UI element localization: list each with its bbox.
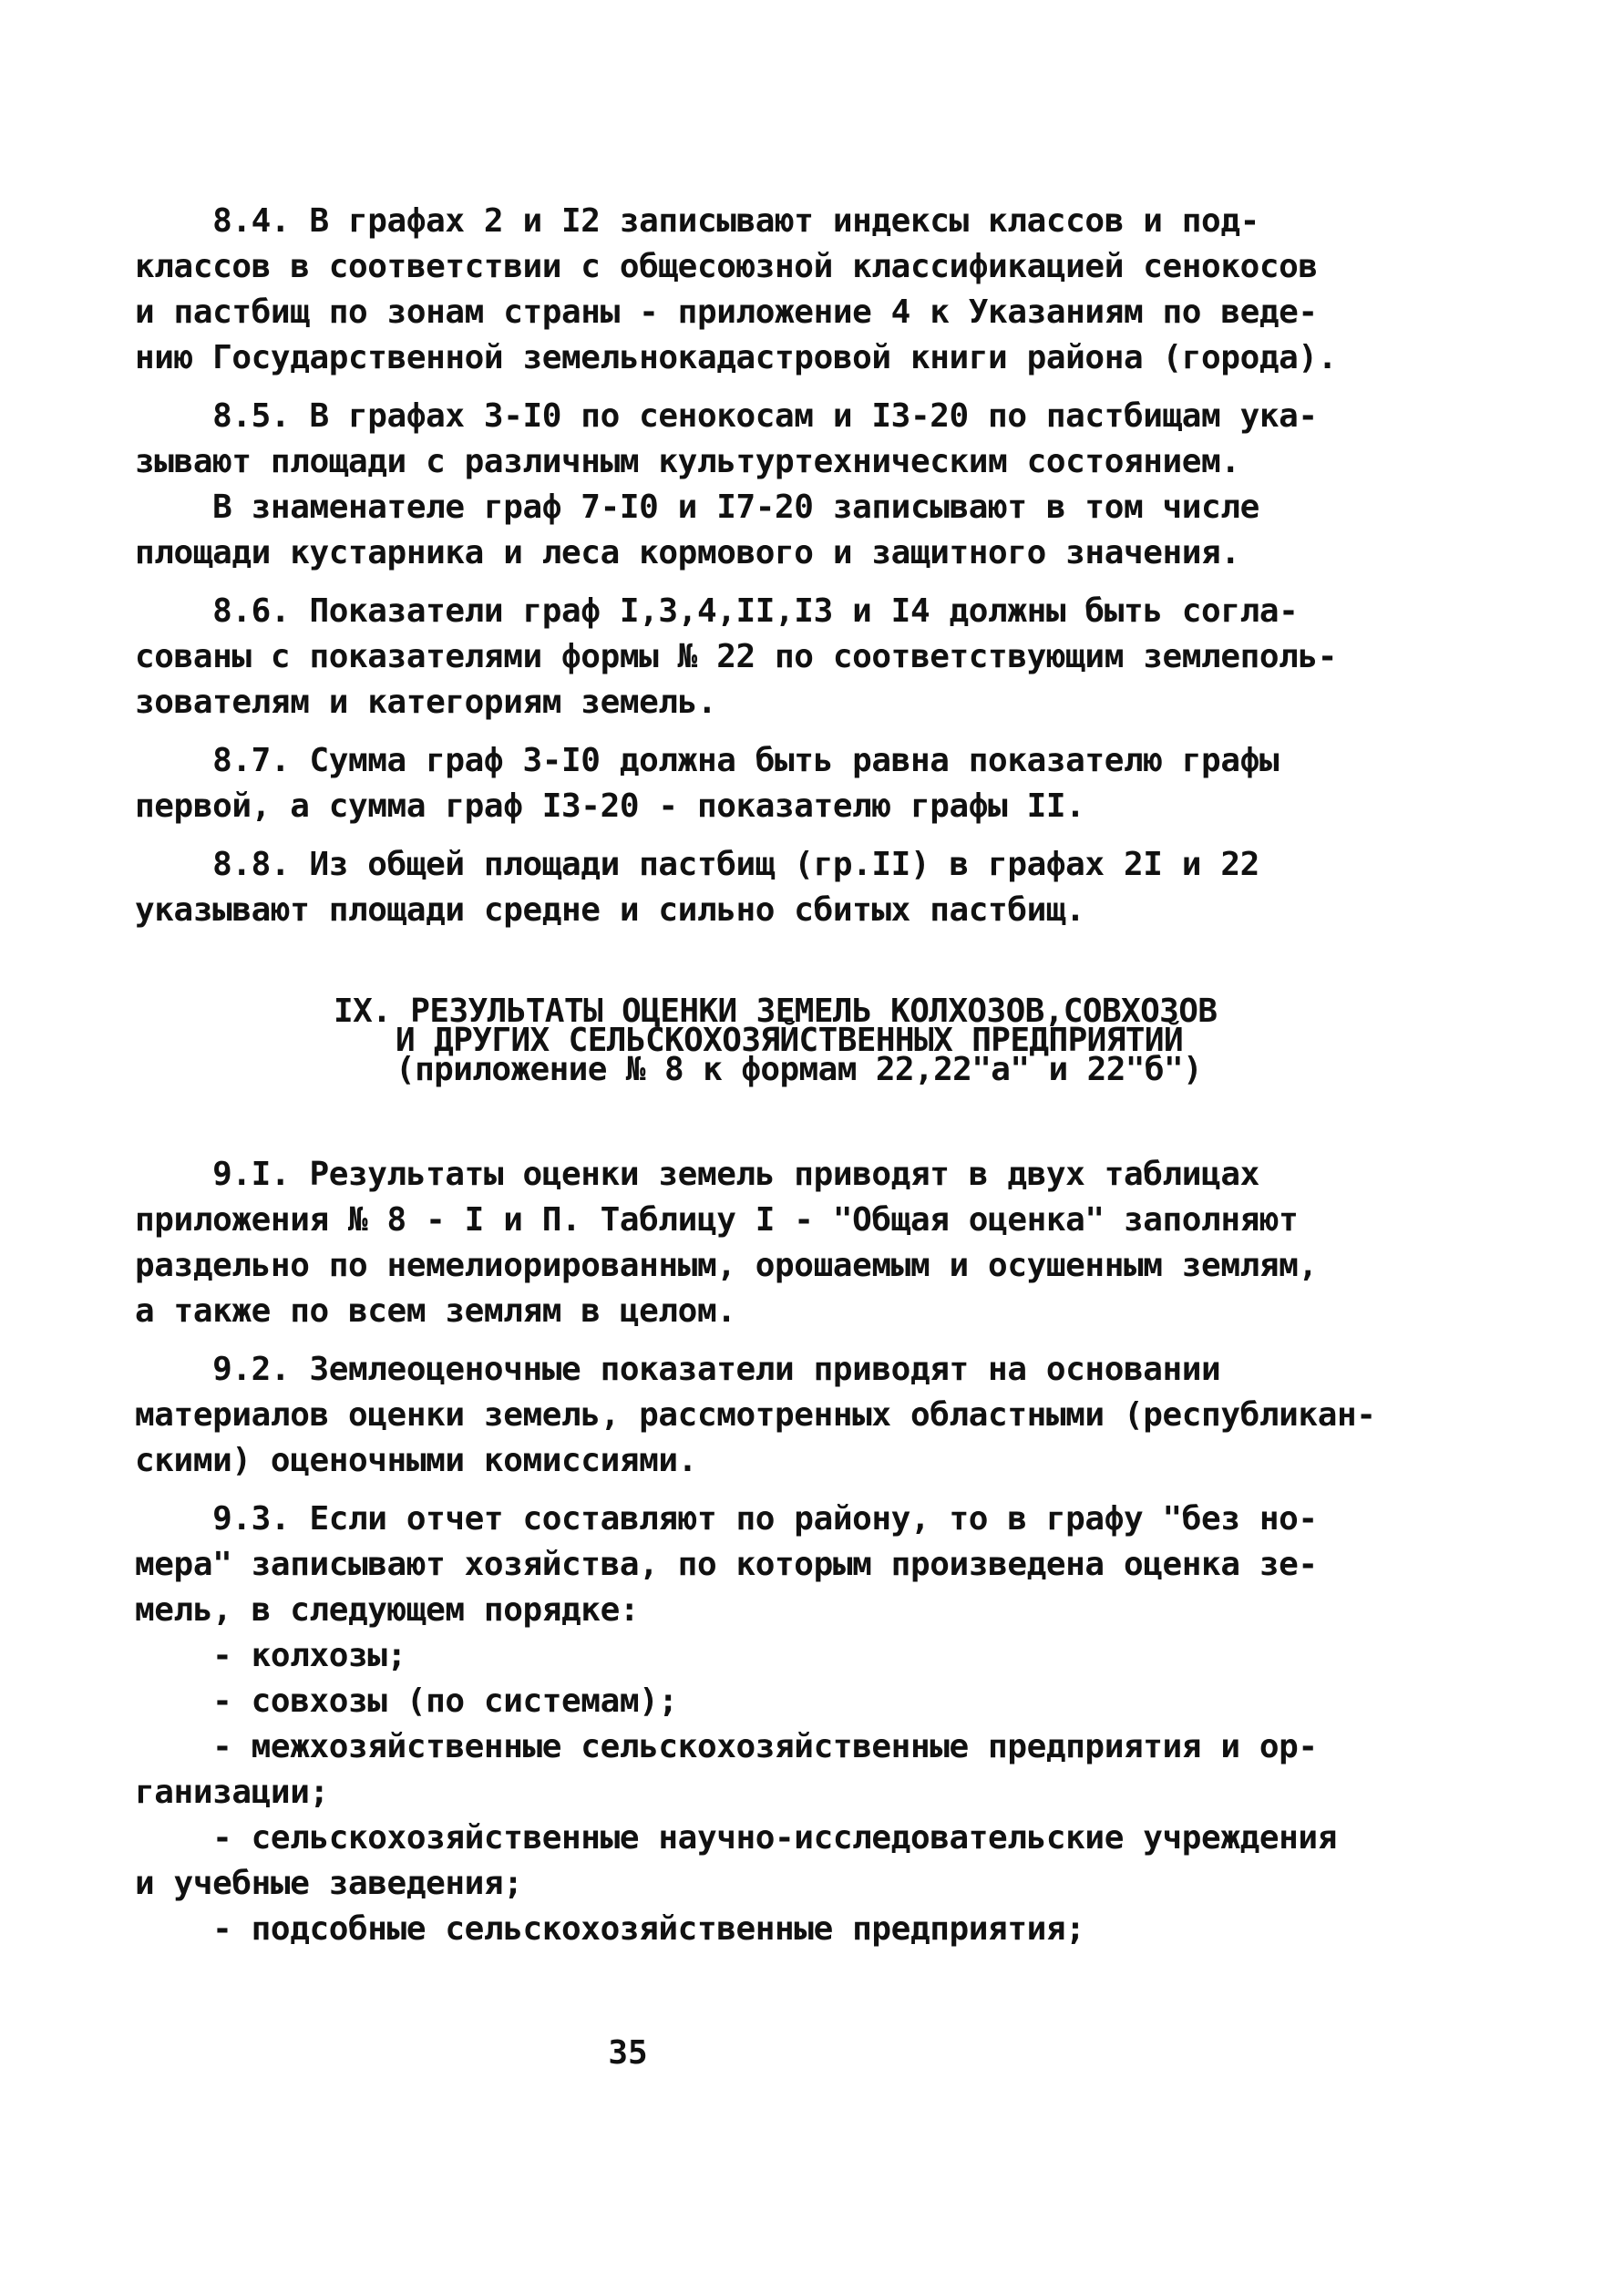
section-ix-title-line-1: IX. РЕЗУЛЬТАТЫ ОЦЕНКИ ЗЕМЕЛЬ КОЛХОЗОВ,СОВХОЗОВ [334, 993, 1218, 1030]
section-viii-paragraphs [135, 199, 1347, 933]
paragraph-8-5 [135, 394, 1347, 576]
text-line: мель, в следующем порядке: [135, 1591, 640, 1629]
text-line: ганизации; [135, 1774, 329, 1811]
text-line: - сельскохозяйственные научно-исследовательские учреждения [135, 1819, 1337, 1857]
section-ix-title-line-2: И ДРУГИХ СЕЛЬСКОХОЗЯЙСТВЕННЫХ ПРЕДПРИЯТИЙ [396, 1022, 1184, 1059]
text-line: площади кустарника и леса кормового и защитного значения. [135, 534, 1240, 571]
text-line: - колхозы; [135, 1637, 406, 1674]
text-line: 8.7. Сумма граф 3-I0 должна быть равна показателю графы [135, 742, 1280, 779]
text-line: 9.2. Землеоценочные показатели приводят на основании [135, 1351, 1221, 1388]
paragraph-8-8 [135, 842, 1347, 933]
text-line: - подсобные сельскохозяйственные предприятия; [135, 1910, 1085, 1948]
text-line: материалов оценки земель, рассмотренных областными (республикан- [135, 1396, 1376, 1434]
section-ix-paragraphs [135, 1152, 1376, 1952]
paragraph-9-3 [135, 1497, 1347, 1952]
text-line: и учебные заведения; [135, 1865, 523, 1902]
paragraph-8-7 [135, 738, 1347, 829]
text-line: 8.5. В графах 3-I0 по сенокосам и I3-20 по пастбищам ука- [135, 397, 1318, 435]
paragraph-8-6 [135, 589, 1347, 725]
section-ix-title-line-3: (приложение № 8 к формам 22,22"а" и 22"б") [396, 1051, 1203, 1088]
section-ix-heading [334, 993, 1347, 1088]
text-line: 9.I. Результаты оценки земель приводят в двух таблицах [135, 1156, 1259, 1193]
text-line: указывают площади средне и сильно сбитых пастбищ. [135, 891, 1085, 929]
text-line: - межхозяйственные сельскохозяйственные предприятия и ор- [135, 1728, 1318, 1765]
text-line: нию Государственной земельнокадастровой книги района (города). [135, 339, 1337, 376]
text-line: раздельно по немелиорированным, орошаемым и осушенным землям, [135, 1247, 1318, 1284]
text-line: и пастбищ по зонам страны - приложение 4 к Указаниям по веде- [135, 293, 1318, 331]
text-line: зывают площади с различным культуртехническим состоянием. [135, 443, 1240, 480]
text-line: 8.4. В графах 2 и I2 записывают индексы классов и под- [135, 202, 1259, 240]
paragraph-9-2 [135, 1347, 1376, 1484]
text-line: классов в соответствии с общесоюзной классификацией сенокосов [135, 248, 1318, 285]
text-line: скими) оценочными комиссиями. [135, 1442, 697, 1479]
page-number: 35 [608, 2034, 648, 2072]
paragraph-9-1 [135, 1152, 1347, 1334]
text-line: зователям и категориям земель. [135, 684, 717, 721]
text-line: - совхозы (по системам); [135, 1682, 678, 1720]
document-page [135, 199, 1376, 1965]
text-line: 9.3. Если отчет составляют по району, то в графу "без но- [135, 1500, 1318, 1538]
text-line: приложения № 8 - I и П. Таблицу I - "Общая оценка" заполняют [135, 1201, 1299, 1239]
paragraph-8-4 [135, 199, 1347, 381]
text-line: 8.6. Показатели граф I,3,4,II,I3 и I4 должны быть согла- [135, 592, 1299, 630]
text-line: В знаменателе граф 7-I0 и I7-20 записывают в том числе [135, 489, 1259, 526]
text-line: мера" записывают хозяйства, по которым произведена оценка зе- [135, 1546, 1318, 1583]
text-line: сованы с показателями формы № 22 по соответствующим землеполь- [135, 638, 1337, 675]
text-line: первой, а сумма граф I3-20 - показателю графы II. [135, 787, 1085, 825]
text-line: 8.8. Из общей площади пастбищ (гр.II) в графах 2I и 22 [135, 846, 1259, 883]
text-line: а также по всем землям в целом. [135, 1292, 736, 1330]
